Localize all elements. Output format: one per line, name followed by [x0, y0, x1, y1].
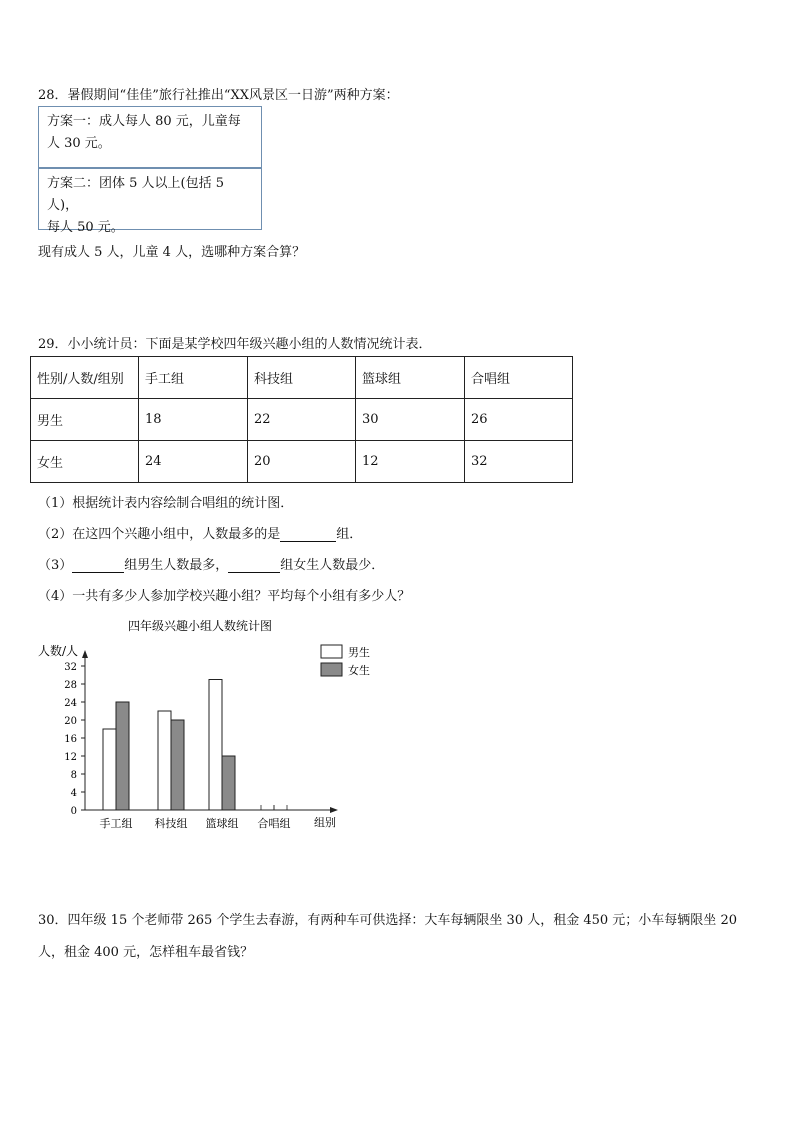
- x-axis-arrow: [330, 807, 338, 813]
- q29-sub3: [38, 554, 384, 573]
- table-cell: 30: [356, 399, 465, 441]
- legend-label-boys: 男生: [348, 646, 370, 659]
- table-header-cell: 合唱组: [465, 357, 573, 399]
- bar: [171, 720, 184, 810]
- chart-title: 四年级兴趣小组人数统计图: [128, 619, 273, 633]
- y-tick-label: 24: [64, 698, 77, 709]
- x-tick-label: 合唱组: [257, 817, 291, 830]
- table-cell: 女生: [31, 441, 139, 483]
- table-cell: 20: [248, 441, 356, 483]
- table-row: [31, 441, 573, 483]
- plan-two-line2: 每人 50 元。: [47, 220, 124, 235]
- q29-sub3-suffix: 组女生人数最少．: [280, 558, 385, 573]
- table-cell: 男生: [31, 399, 139, 441]
- plan-two-line1: 方案二：团体 5 人以上(包括 5 人)，: [47, 176, 225, 213]
- table-cell: 12: [356, 441, 465, 483]
- stats-table: [30, 356, 573, 483]
- table-cell: 32: [465, 441, 573, 483]
- table-cell: 22: [248, 399, 356, 441]
- chart-bars: [103, 680, 287, 811]
- y-tick-label: 4: [70, 788, 77, 799]
- legend-swatch-boys: [321, 645, 342, 658]
- table-header-cell: 性别/人数/组别: [31, 357, 139, 399]
- table-header-cell: 手工组: [139, 357, 248, 399]
- q28-question: 现有成人 5 人，儿童 4 人，选哪种方案合算？: [38, 245, 306, 260]
- bar: [222, 756, 235, 810]
- table-cell: 24: [139, 441, 248, 483]
- q28-text: 28．暑假期间“佳佳”旅行社推出“XX风景区一日游”两种方案：: [38, 88, 399, 103]
- y-tick-label: 28: [64, 680, 77, 691]
- answer-blank[interactable]: [280, 527, 336, 542]
- y-tick-label: 32: [64, 662, 77, 673]
- legend-label-girls: 女生: [348, 664, 370, 677]
- answer-blank[interactable]: [72, 558, 124, 573]
- q30-line2: 人，租金 400 元，怎样租车最省钱？: [38, 945, 254, 960]
- table-header-cell: 篮球组: [356, 357, 465, 399]
- q29-sub4: （4）一共有多少人参加学校兴趣小组？平均每个小组有多少人？: [38, 589, 411, 604]
- y-tick-label: 12: [64, 752, 77, 763]
- q29-text: 29．小小统计员：下面是某学校四年级兴趣小组的人数情况统计表．: [38, 337, 432, 352]
- bar: [209, 680, 222, 811]
- table-row: [31, 399, 573, 441]
- legend-swatch-girls: [321, 663, 342, 676]
- bar: [116, 702, 129, 810]
- bar: [158, 711, 171, 810]
- table-cell: 26: [465, 399, 573, 441]
- q29-sub2: [38, 523, 362, 542]
- table-header-row: [31, 357, 573, 399]
- plan-one-line1: 方案一：成人每人 80 元，儿童每: [47, 114, 241, 129]
- y-axis-label: 人数/人: [38, 644, 79, 658]
- q29-sub2-suffix: 组．: [336, 527, 363, 542]
- plan-one-box: [38, 106, 262, 168]
- x-tick-label: 手工组: [99, 817, 133, 830]
- q29-sub3-prefix: （3）: [38, 558, 73, 573]
- plan-one-line2: 人 30 元。: [47, 136, 111, 151]
- q29-sub2-prefix: （2）在这四个兴趣小组中，人数最多的是: [38, 527, 281, 542]
- plan-two-box: [38, 168, 262, 235]
- x-tick-label: 篮球组: [205, 817, 239, 830]
- y-tick-label: 0: [70, 806, 77, 817]
- bar-chart: [30, 612, 370, 837]
- bar: [103, 729, 116, 810]
- y-axis-arrow: [82, 650, 88, 658]
- y-tick-label: 20: [64, 716, 77, 727]
- table-header-cell: 科技组: [248, 357, 356, 399]
- q29-sub1: （1）根据统计表内容绘制合唱组的统计图．: [38, 496, 294, 511]
- y-tick-label: 8: [70, 770, 77, 781]
- y-tick-label: 16: [64, 734, 77, 745]
- table-cell: 18: [139, 399, 248, 441]
- x-tick-label: 科技组: [154, 817, 188, 830]
- q30-line1: 30．四年级 15 个老师带 265 个学生去春游，有两种车可供选择：大车每辆限坐 30 人，租金 450 元；小车每辆限坐 20: [38, 913, 737, 928]
- answer-blank[interactable]: [228, 558, 280, 573]
- chart-legend: [321, 645, 370, 677]
- x-axis-label: 组别: [314, 816, 336, 829]
- q29-sub3-mid: 组男生人数最多，: [124, 558, 229, 573]
